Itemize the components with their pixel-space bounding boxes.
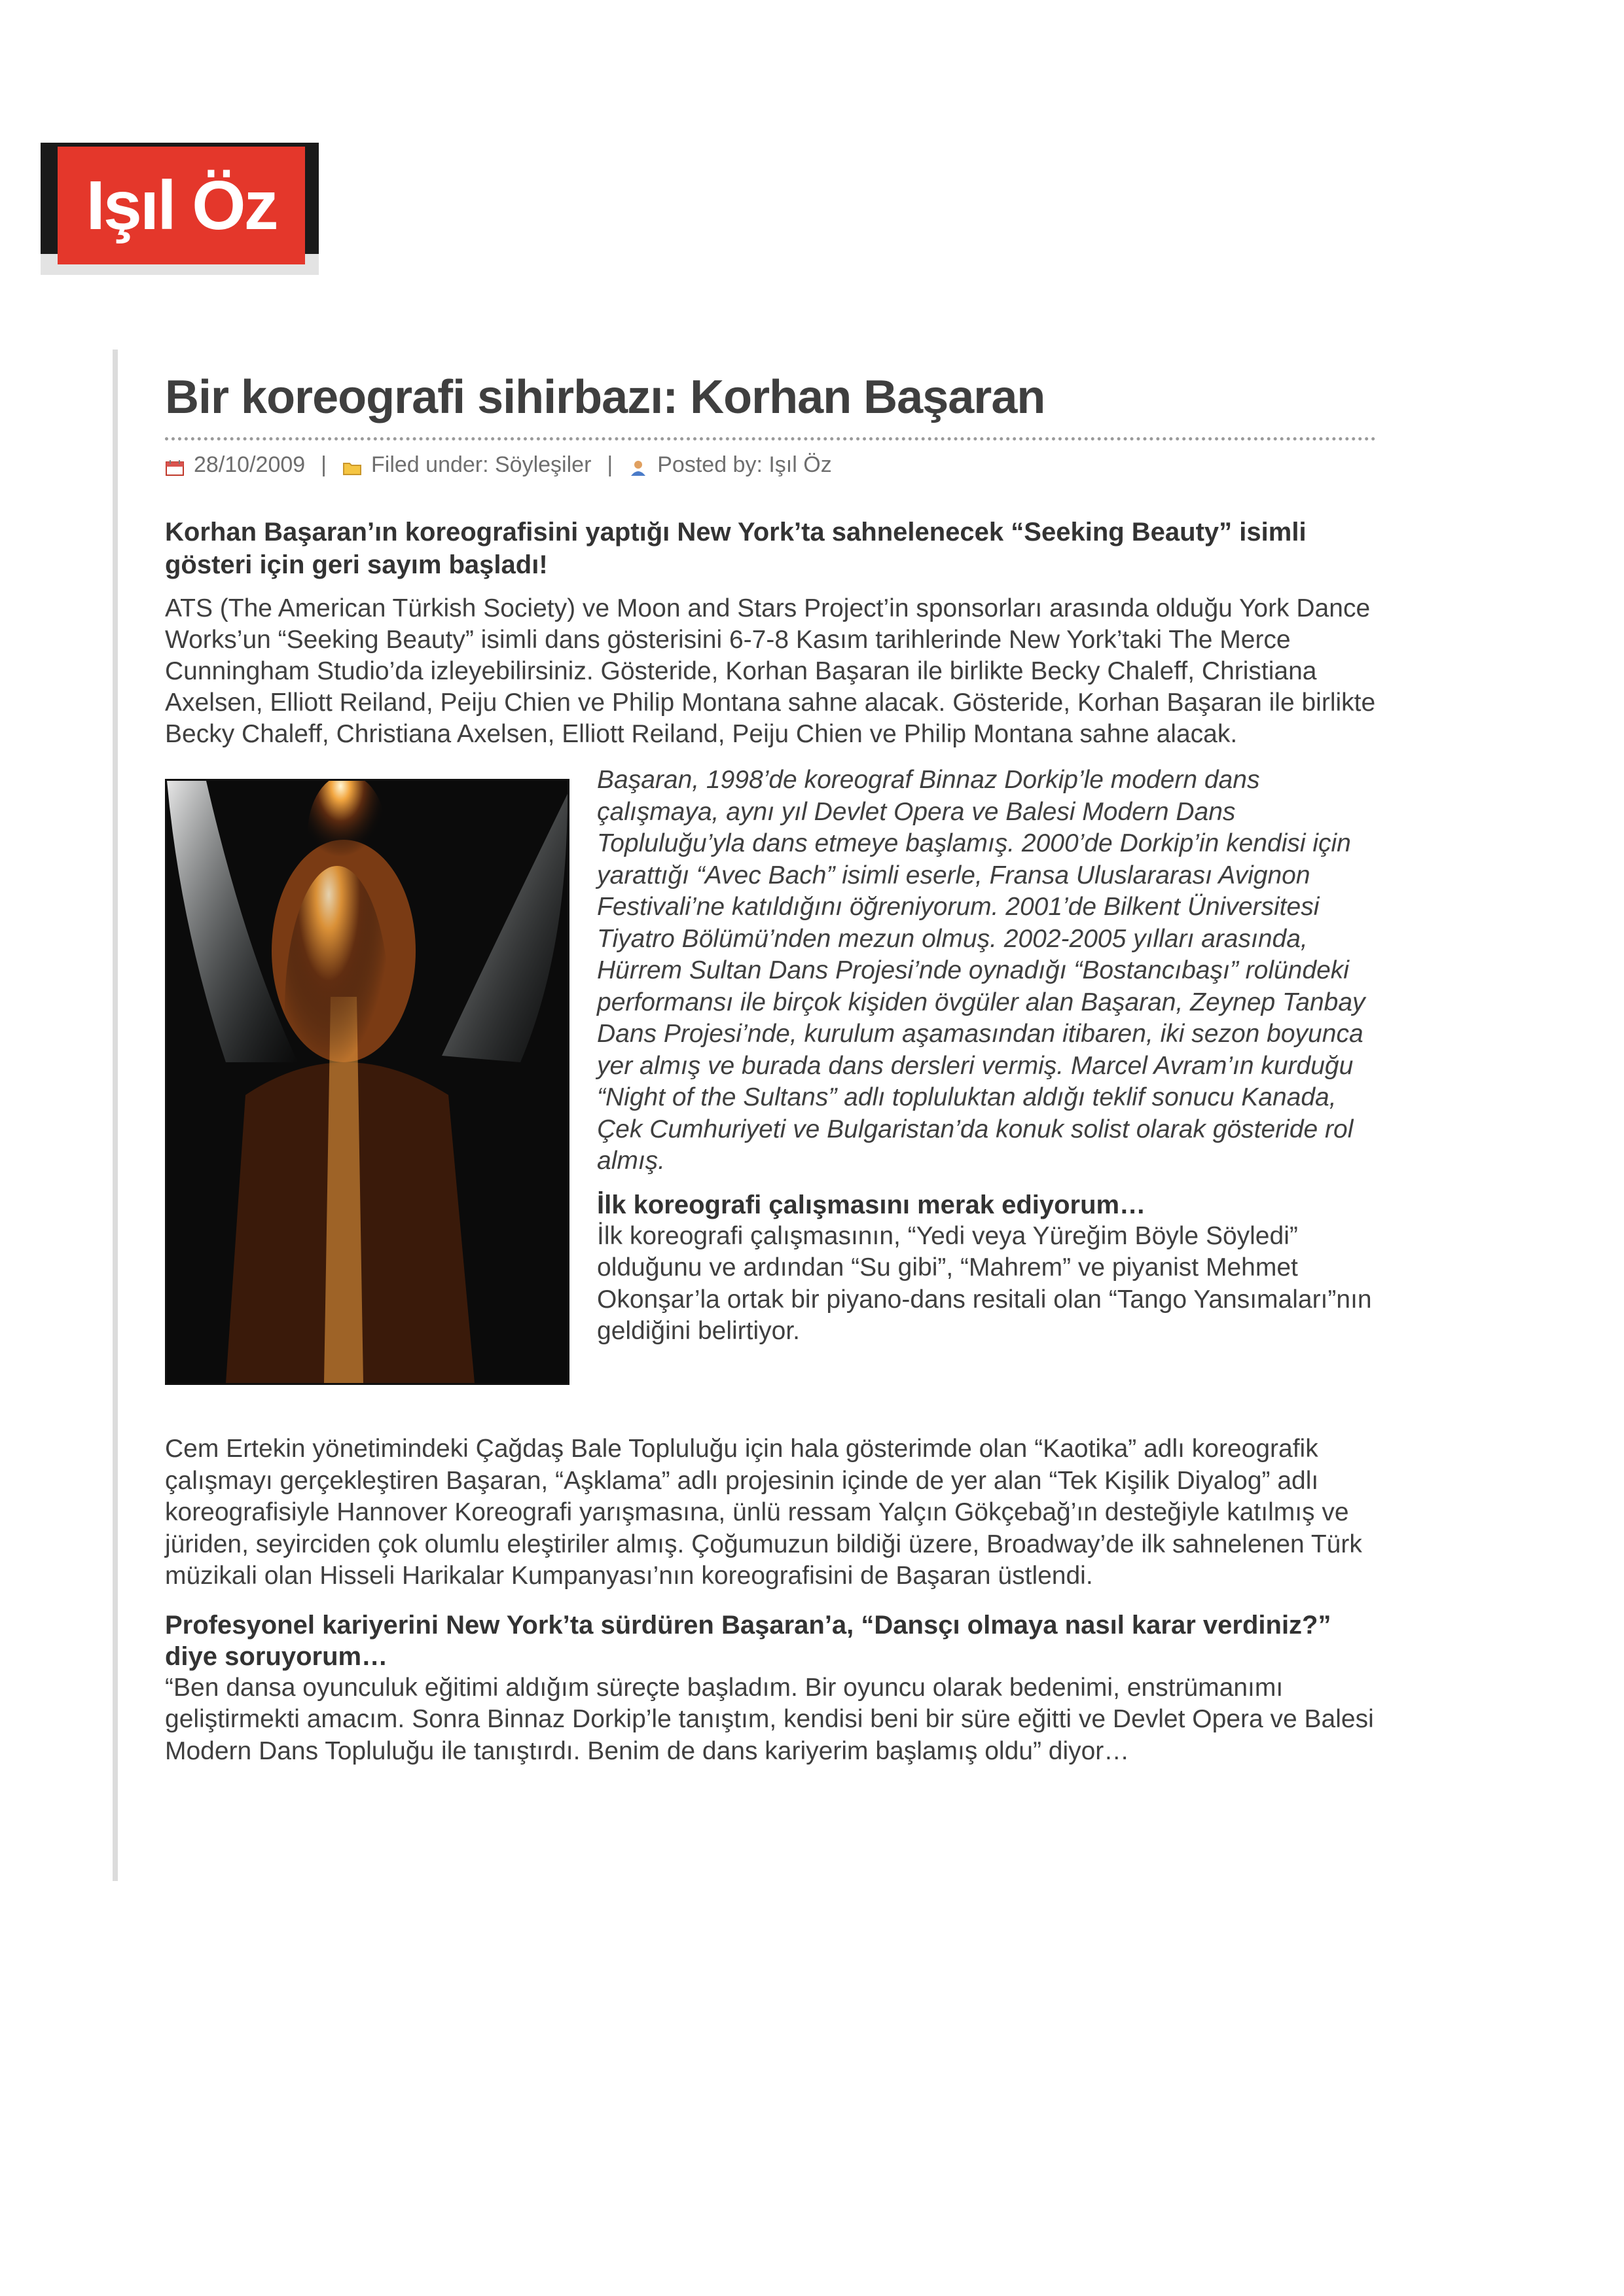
dancer-photo	[165, 779, 569, 1385]
calendar-icon	[165, 457, 185, 474]
article-lead: Korhan Başaran’ın koreografisini yaptığı New York’ta sahnelenecek “Seeking Beauty” isimli gösteri için geri sayım başladı!	[165, 518, 1307, 580]
meta-separator: |	[321, 452, 327, 478]
article-content	[165, 350, 1376, 1767]
article	[113, 350, 1381, 1881]
article-bio: Başaran, 1998’de koreograf Binnaz Dorkip’le modern dans çalışmaya, aynı yıl Devlet Opera ve Balesi Modern Dans Topluluğu’yla dans etmeye başlamış. 2000’de Dorkip’in kendisi için yarattığı “Avec Bach” isimli eserle, Fransa Uluslararası Avignon Festivali’ne katıldığını öğreniyorum. 2001’de Bilkent Üniversitesi Tiyatro Bölümü’nden mezun olmuş. 2002-2005 yılları arasında, Hürrem Sultan Dans Projesi’nde oynadığı “Bostancıbaşı” rolündeki performansı ile birçok kişiden övgüler alan Başaran, Zeynep Tanbay Dans Projesi’nde, kurulum aşamasından itibaren, iki sezon boyunca yer almış ve burada dans dersleri vermiş. Marcel Avram’ın kurduğu “Night of the Sultans” adlı topluluktan aldığı teklif sonucu Kanada, Çek Cumhuriyeti ve Bulgaristan’da konuk solist olarak gösteride rol almış.	[597, 766, 1365, 1175]
article-body: Cem Ertekin yönetimindeki Çağdaş Bale Topluluğu için hala gösterimde olan “Kaotika” adlı koreografik çalışmayı gerçekleştiren Başaran, “Aşklama” adlı projesinin içinde de yer alan “Tek Kişilik Diyalog” adlı koreografisiyle Hannover Koreografi yarışmasına, ünlü ressam Yalçın Gökçebağ’ın desteğiyle katılmış ve jüriden, seyirciden çok olumlu eleştiriler almış. Çoğumuzun bildiği üzere, Broadway’de ilk sahnelenen Türk müzikali olan Hisseli Harikalar Kumpanyası’nın koreografisini de Başaran üstlendi.	[165, 1435, 1362, 1590]
article-intro: ATS (The American Türkish Society) ve Moon and Stars Project’in sponsorları arasında olduğu York Dance Works’un “Seeking Beauty” isimli dans gösterisini 6-7-8 Kasım tarihlerinde New York’taki The Merce Cunningham Studio’da izleyebilirsiniz. Gösteride, Korhan Başaran ile birlikte Becky Chaleff, Christiana Axelsen, Elliott Reiland, Peiju Chien ve Philip Montana sahne alacak. Gösteride, Korhan Başaran ile birlikte Becky Chaleff, Christiana Axelsen, Elliott Reiland, Peiju Chien ve Philip Montana sahne alacak.	[165, 594, 1376, 749]
answer-1: İlk koreografi çalışmasının, “Yedi veya Yüreğim Böyle Söyledi” olduğunu ve ardından “Su gibi”, “Mahrem” ve piyanist Mehmet Okonşar’la ortak bir piyano-dans resitali olan “Tango Yansımaları”nın geldiğini belirtiyor.	[597, 1221, 1372, 1346]
article-category[interactable]: Filed under: Söyleşiler	[371, 452, 592, 478]
folder-icon	[342, 457, 362, 474]
meta-separator: |	[607, 452, 613, 478]
question-2: Profesyonel kariyerini New York’ta sürdüren Başaran’a, “Dansçı olmaya nasıl karar verdiniz?” diye soruyorum…	[165, 1610, 1331, 1671]
bio-column	[597, 764, 1376, 1348]
brand-logo	[41, 143, 319, 275]
title-divider	[165, 437, 1376, 440]
logo-text: Işıl Öz	[86, 166, 277, 244]
article-date: 28/10/2009	[194, 452, 306, 478]
answer-2: “Ben dansa oyunculuk eğitimi aldığım süreçte başladım. Bir oyuncu olarak bedenimi, enstrümanımı geliştirmekti amacım. Sonra Binnaz Dorkip’le tanıştım, kendisi beni bir süre eğitti ve Devlet Opera ve Balesi Modern Dans Topluluğu ile tanıştırdı. Benim de dans kariyerim başlamış oldu” diyor…	[165, 1673, 1374, 1765]
user-icon	[628, 457, 648, 474]
figure-section	[165, 764, 1376, 1419]
article-title: Bir koreografi sihirbazı: Korhan Başaran	[165, 371, 1045, 423]
logo-badge	[58, 147, 305, 264]
article-meta	[165, 452, 1376, 478]
article-author[interactable]: Posted by: Işıl Öz	[657, 452, 832, 478]
question-1: İlk koreografi çalışmasını merak ediyorum…	[597, 1190, 1146, 1219]
